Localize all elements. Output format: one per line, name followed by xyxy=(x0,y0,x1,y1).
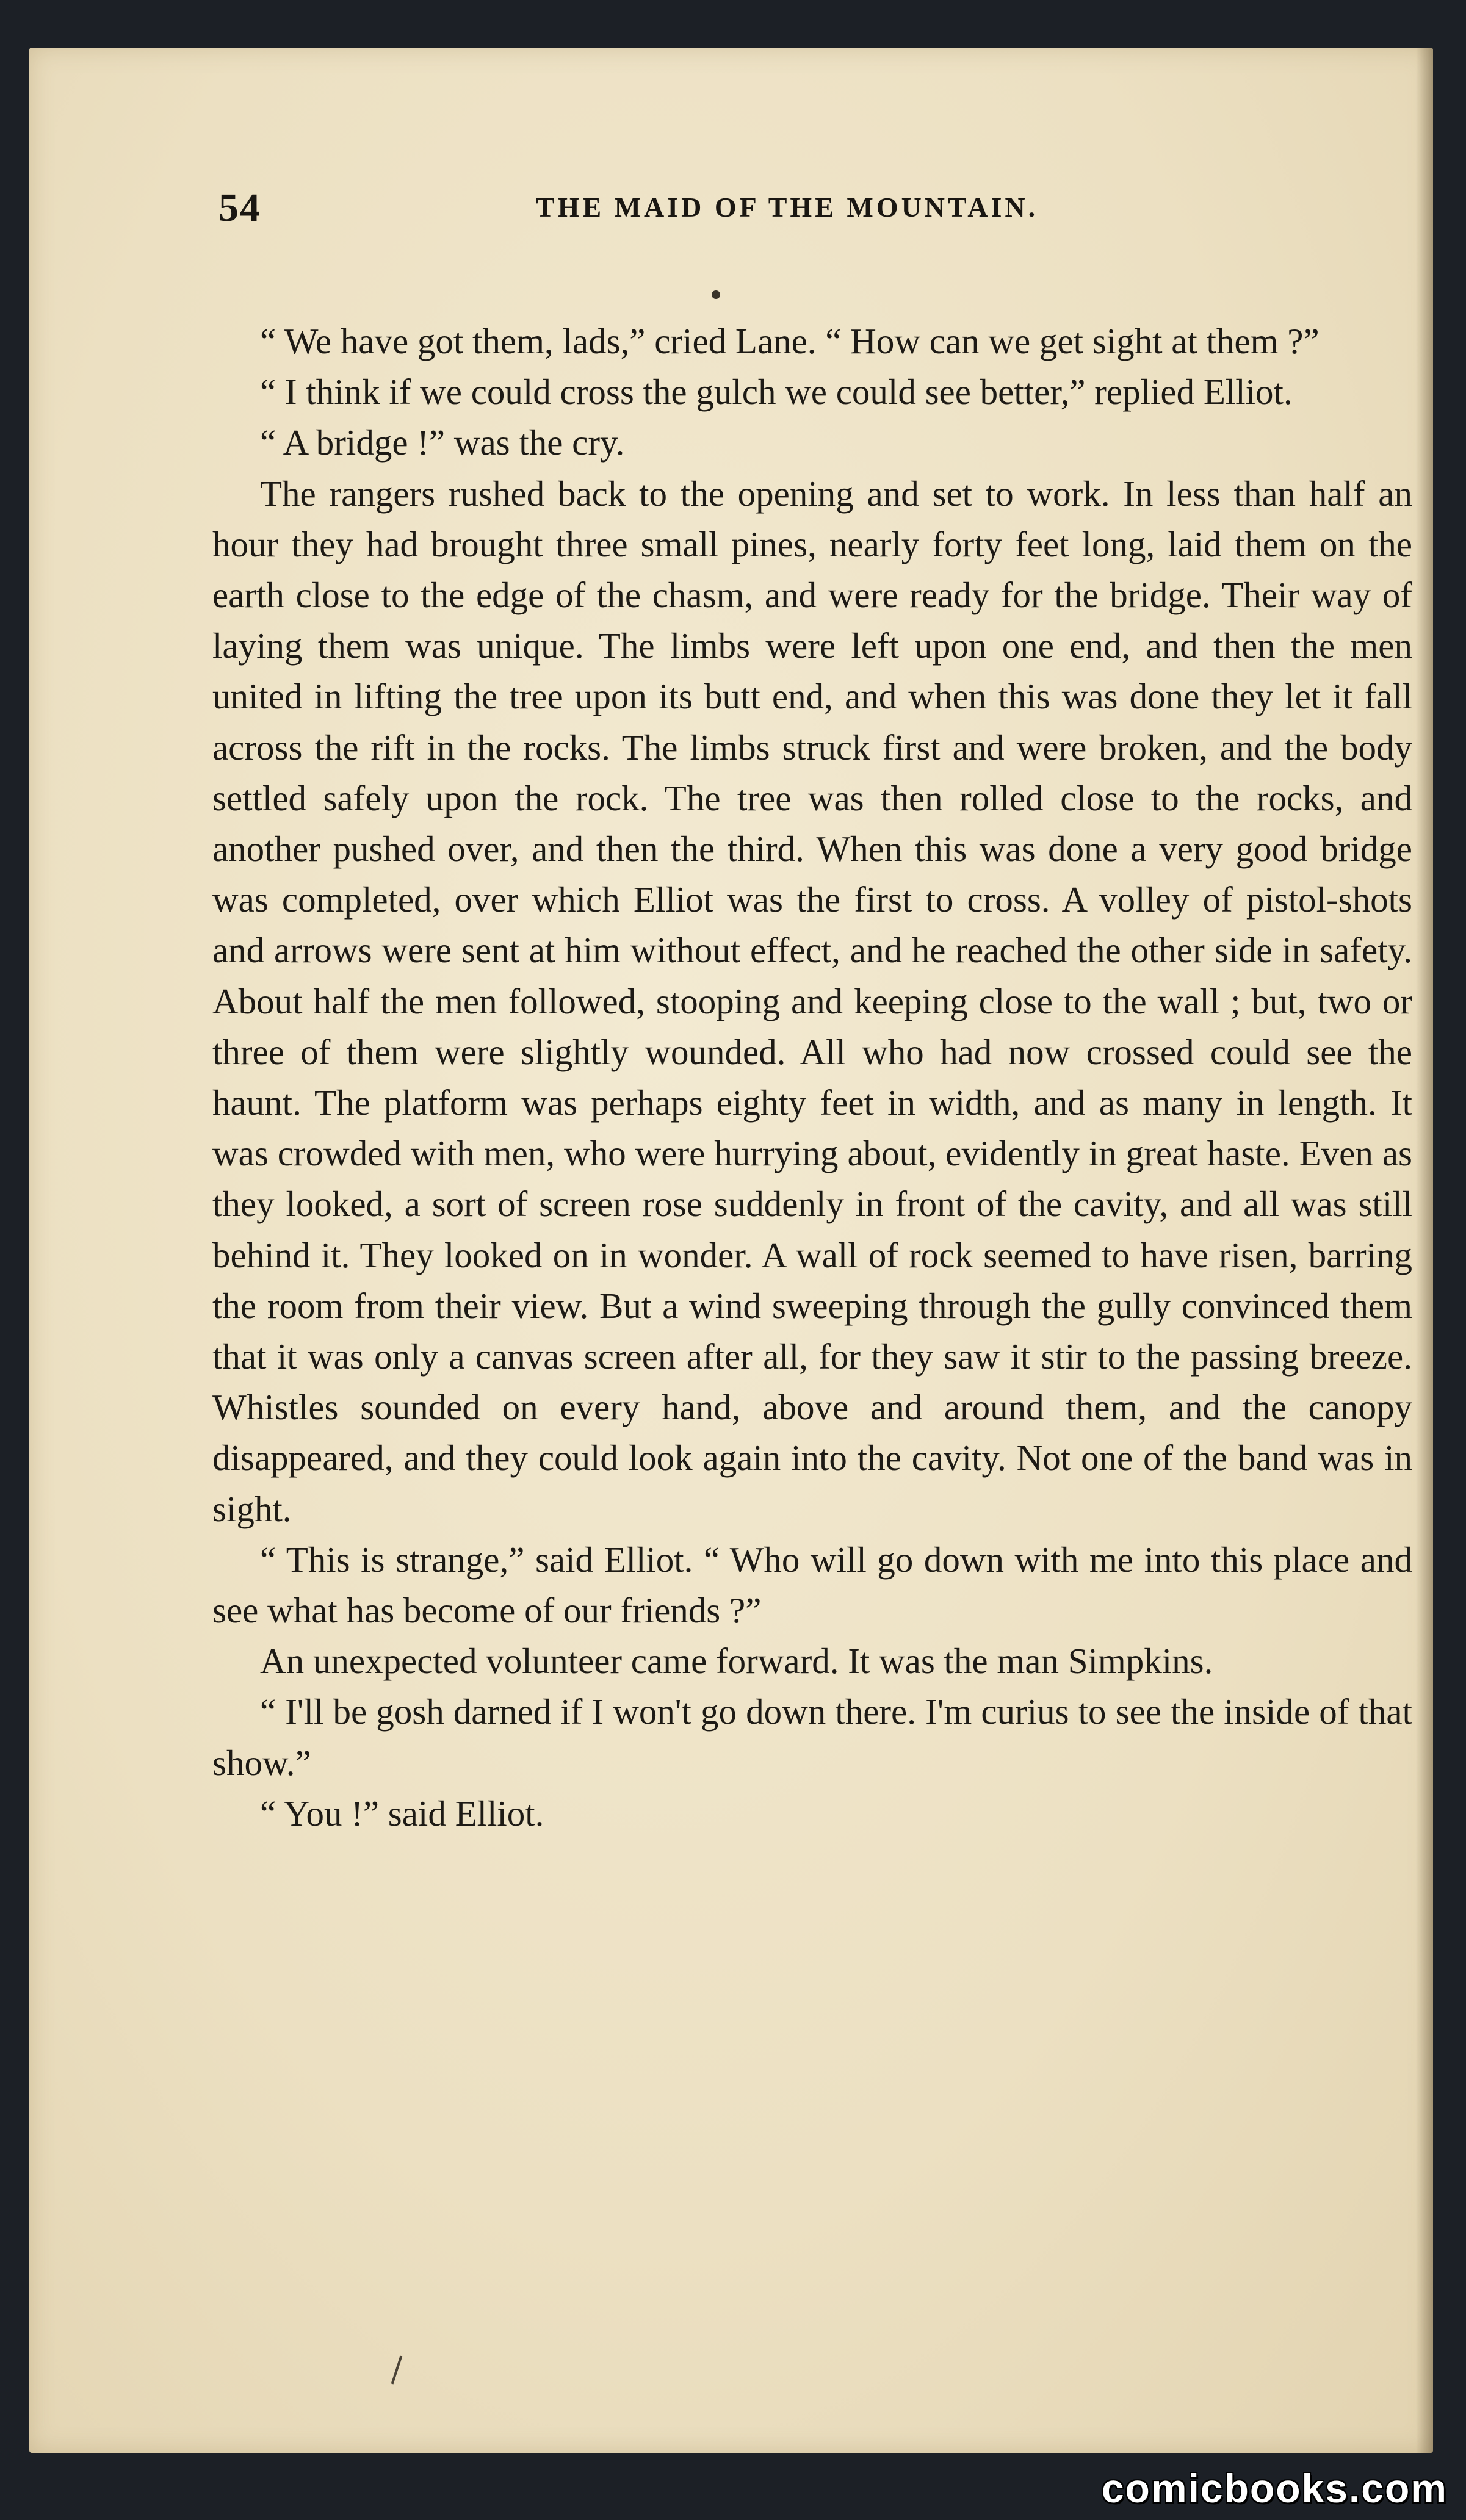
paragraph: “ This is strange,” said Elliot. “ Who will go down with me into this place and see what has become of our friends ?” xyxy=(212,1539,1412,1631)
page-sheet xyxy=(29,48,1433,2453)
page-number: 54 xyxy=(218,185,261,230)
paragraph: “ I'll be gosh darned if I won't go down there. I'm curius to see the inside of that show.” xyxy=(212,1691,1412,1783)
page-header xyxy=(218,185,1378,240)
paragraph: “ You !” said Elliot. xyxy=(260,1793,544,1834)
paragraph: “ A bridge !” was the cry. xyxy=(260,422,625,463)
paragraph: “ I think if we could cross the gulch we could see better,” replied Elliot. xyxy=(260,372,1293,412)
watermark: comicbooks.com xyxy=(1101,2466,1448,2511)
paragraph: “ We have got them, lads,” cried Lane. “ How can we get sight at them ?” xyxy=(260,321,1320,361)
paragraph: The rangers rushed back to the opening and set to work. In less than half an hour they had brought three small pines, nearly forty feet long, laid them on the earth close to the edge of the chasm, and were ready for the bridge. Their way of laying them was unique. The limbs were left upon one end, and then the men united in lifting the tree upon its butt end, and when this was done they let it fall across the rift in the rocks. The limbs struck first and were broken, and the body settled safely upon the rock. The tree was then rolled close to the rocks, and another pushed over, and then the third. When this was done a very good bridge was completed, over which Elliot was the first to cross. A volley of pistol-shots and arrows were sent at him without effect, and he reached the other side in safety. About half the men followed, stooping and keeping close to the wall ; but, two or three of them were slightly wounded. All who had now crossed could see the haunt. The platform was perhaps eighty feet in width, and as many in length. It was crowded with men, who were hurrying about, evidently in great haste. Even as they looked, a sort of screen rose suddenly in front of the cavity, and all was still behind it. They looked on in wonder. A wall of rock seemed to have risen, barring the room from their view. But a wind sweeping through the gully convinced them that it was only a canvas screen after all, for they saw it stir to the passing breeze. Whistles sounded on every hand, above and around them, and the canopy disappeared, and they could look again into the cavity. Not one of the band was in sight. xyxy=(212,473,1412,1529)
paragraph: An unexpected volunteer came forward. It was the man Simpkins. xyxy=(260,1641,1213,1682)
running-title: THE MAID OF THE MOUNTAIN. xyxy=(536,192,1039,223)
ink-dot xyxy=(712,290,720,299)
body-text xyxy=(212,316,1412,1839)
pencil-mark xyxy=(391,2356,403,2385)
